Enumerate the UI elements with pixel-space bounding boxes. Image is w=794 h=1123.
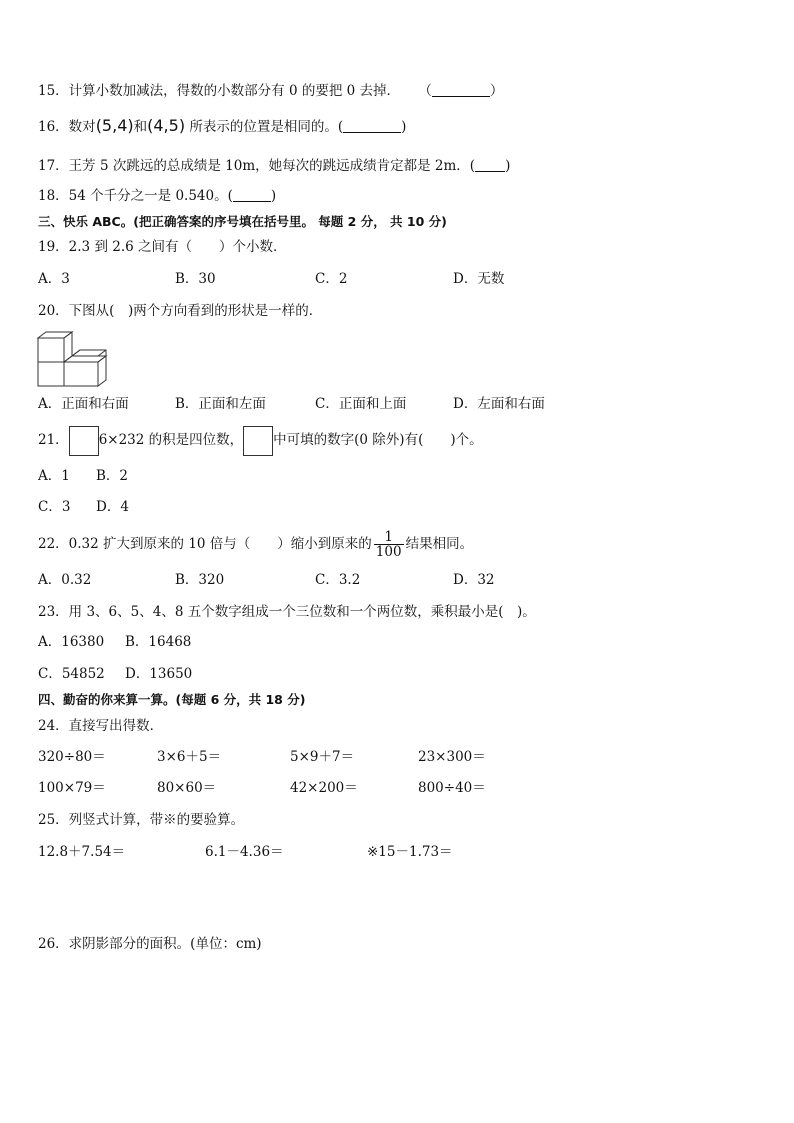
question-16-post: 所表示的位置是相同的。( <box>189 119 344 135</box>
answer-open-paren: （ <box>418 83 432 99</box>
option-a[interactable]: A．3 <box>38 271 70 287</box>
option-c[interactable]: C．2 <box>315 271 348 287</box>
question-25-text: 25．列竖式计算，带※的要验算。 <box>38 812 245 828</box>
option-b[interactable]: B．30 <box>175 271 216 287</box>
vertical-calc-item: 12.8＋7.54＝ <box>38 844 126 860</box>
question-22-post: 结果相同。 <box>405 536 474 552</box>
option-d[interactable]: D．32 <box>453 572 495 588</box>
digit-box[interactable] <box>69 426 99 456</box>
calc-item: 3×6＋5＝ <box>157 749 222 765</box>
option-a[interactable]: A．正面和右面 <box>38 396 129 412</box>
calc-item: 42×200＝ <box>290 780 358 796</box>
question-21 <box>38 425 483 456</box>
fraction <box>374 530 404 559</box>
answer-close-paren: ) <box>270 188 277 204</box>
digit-box[interactable] <box>243 426 273 456</box>
option-d[interactable]: D．无数 <box>453 271 505 287</box>
question-21-num: 21． <box>38 432 69 448</box>
calc-item: 23×300＝ <box>418 749 486 765</box>
option-c[interactable]: C．3.2 <box>315 572 361 588</box>
calc-item: 100×79＝ <box>38 780 106 796</box>
question-23-text: 23．用 3、6、5、4、8 五个数字组成一个三位数和一个两位数，乘积最小是( )。 <box>38 604 536 620</box>
question-16-and: 和 <box>133 119 148 135</box>
option-d[interactable]: D．4 <box>96 499 129 515</box>
answer-close-paren: ) <box>401 119 407 135</box>
answer-blank-15[interactable] <box>432 83 490 97</box>
question-22-pre: 22．0.32 扩大到原来的 10 倍与（ ）缩小到原来的 <box>38 536 372 552</box>
question-18-text: 18．54 个千分之一是 0.540。( <box>38 188 233 204</box>
question-17 <box>38 157 510 175</box>
fraction-denominator: 100 <box>375 544 402 560</box>
coordinate-1: (5,4) <box>95 116 134 135</box>
option-c[interactable]: C．54852 <box>38 666 105 682</box>
calc-item: 5×9＋7＝ <box>290 749 355 765</box>
section-4-heading: 四、勤奋的你来算一算。(每题 6 分，共 18 分) <box>38 692 306 707</box>
answer-blank-16[interactable] <box>343 119 401 133</box>
option-a[interactable]: A．1 <box>38 468 70 484</box>
option-b[interactable]: B．16468 <box>125 634 192 650</box>
option-b[interactable]: B．正面和左面 <box>175 396 266 412</box>
section-3-heading: 三、快乐 ABC。(把正确答案的序号填在括号里。 每题 2 分， 共 10 分) <box>38 214 447 229</box>
answer-blank-18[interactable] <box>233 188 271 202</box>
question-16-pre: 16．数对 <box>38 119 96 135</box>
option-a[interactable]: A．16380 <box>38 634 105 650</box>
option-d[interactable]: D．左面和右面 <box>453 396 545 412</box>
question-22 <box>38 526 473 562</box>
calc-item: 320÷80＝ <box>38 749 106 765</box>
option-b[interactable]: B．2 <box>96 468 129 484</box>
vertical-calc-item: 6.1－4.36＝ <box>205 844 284 860</box>
option-c[interactable]: C．3 <box>38 499 71 515</box>
question-20-text: 20．下图从( )两个方向看到的形状是一样的． <box>38 303 323 319</box>
coordinate-2: (4,5) <box>147 116 186 135</box>
answer-close-paren: ) <box>505 158 511 174</box>
question-21-mid: 6×232 的积是四位数， <box>98 432 244 448</box>
answer-close-paren: ） <box>489 83 504 99</box>
calc-item: 800÷40＝ <box>418 780 486 796</box>
question-16 <box>38 117 406 136</box>
question-24-text: 24．直接写出得数． <box>38 718 164 734</box>
question-21-post: 中可填的数字(0 除外)有( )个。 <box>273 432 483 448</box>
question-18 <box>38 187 276 205</box>
question-26-text: 26．求阴影部分的面积。(单位：cm) <box>38 936 262 952</box>
option-b[interactable]: B．320 <box>175 572 225 588</box>
vertical-calc-item: ※15－1.73＝ <box>367 844 453 860</box>
question-15-text: 15．计算小数加减法，得数的小数部分有 0 的要把 0 去掉． <box>38 83 401 99</box>
option-a[interactable]: A．0.32 <box>38 572 92 588</box>
option-d[interactable]: D．13650 <box>125 666 193 682</box>
question-17-text: 17．王芳 5 次跳远的总成绩是 10m，她每次的跳远成绩肯定都是 2m．( <box>38 158 476 174</box>
answer-blank-17[interactable] <box>475 158 505 172</box>
cube-stack-figure <box>36 330 110 388</box>
fraction-numerator: 1 <box>374 530 404 545</box>
calc-item: 80×60＝ <box>157 780 217 796</box>
question-19-text: 19．2.3 到 2.6 之间有（ ）个小数． <box>38 239 287 255</box>
option-c[interactable]: C．正面和上面 <box>315 396 407 412</box>
question-15 <box>38 82 503 100</box>
